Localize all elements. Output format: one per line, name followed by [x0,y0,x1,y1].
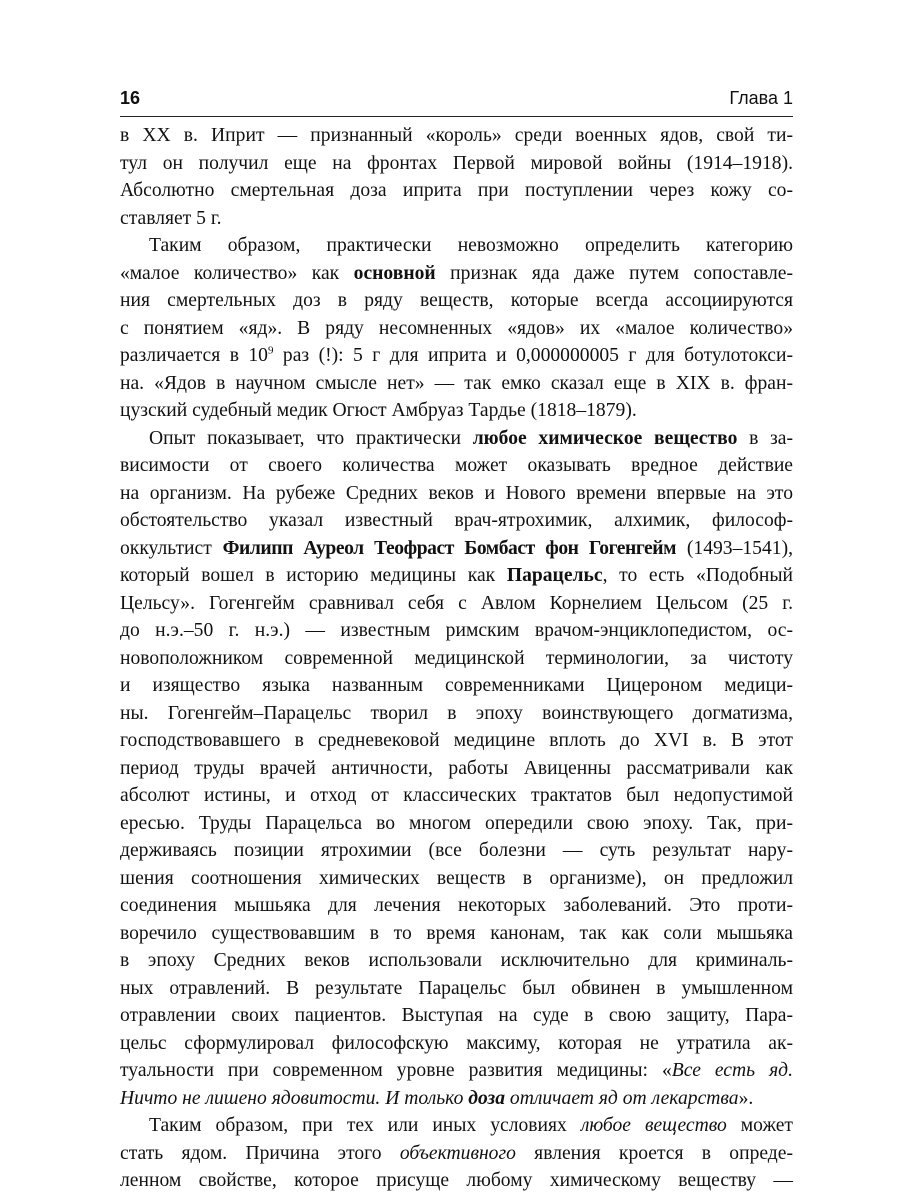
text-line: до н.э.–50 г. н.э.) — известным римским врачом-энциклопедистом, ос- [120,620,793,641]
text-line: шения соотношения химических веществ в организме), он предложил [120,867,793,889]
text-line [120,1085,793,1113]
text-line: ставляет 5 г. [120,207,222,229]
exponent: 9 [267,344,274,357]
text-run: различается в 10 [120,345,268,366]
running-header [120,84,793,114]
text-line: цузский судебный медик Огюст Амбруаз Тардье (1818–1879). [120,400,637,421]
text-line: держиваясь позиции ятрохимии (все болезни — суть результат нару- [120,840,793,861]
text-line: цельс сформулировал философскую максиму, которая не утратила ак- [120,1032,793,1054]
text-line [120,260,793,288]
text-line: ны. Гогенгейм–Парацельс творил в эпоху воинствующего догматизма, [120,702,793,724]
italic-term: объективного [399,1142,516,1164]
bold-italic-term: доза [468,1087,505,1109]
text-run: Опыт показывает, что практически [149,427,473,449]
text-line: на организм. На рубеже Средних веков и Нового времени впервые на это [120,482,793,504]
text-line: в XX в. Иприт — признанный «король» среди военных ядов, свой ти- [120,125,793,146]
text-line [120,562,793,590]
text-run: ». [738,1087,754,1109]
text-line: на. «Ядов в научном смысле нет» — так емко сказал еще в XIX в. фран- [120,372,793,394]
text-run: (1493–1541), [676,537,793,559]
header-rule [120,116,793,117]
text-run: Таким образом, при тех или иных условиях [149,1115,581,1136]
text-line [120,1140,793,1168]
text-run: оккультист [120,537,223,559]
paragraph-2 [120,232,793,425]
text-run: туальности при современном уровне развития медицины: « [120,1060,672,1081]
text-line: отравлении своих пациентов. Выступая на суде в свою защиту, Пара- [120,1005,793,1026]
text-run: который вошел в историю медицины как [120,565,507,586]
text-line: тул он получил еще на фронтах Первой мировой войны (1914–1918). [120,152,793,174]
text-line [120,1057,793,1085]
text-line: Таким образом, практически невозможно определить категорию [149,235,793,256]
text-run: признак яда даже путем сопоставле- [435,262,793,284]
text-line: с понятием «яд». В ряду несомненных «ядов» их «малое количество» [120,317,793,339]
text-line: соединения мышьяка для лечения некоторых заболеваний. Это проти- [120,895,793,916]
text-run: стать ядом. Причина этого [120,1142,400,1164]
text-line: ния смертельных доз в ряду веществ, которые всегда ассоциируются [120,290,793,311]
text-line: период труды врачей античности, работы Авиценны рассматривали как [120,757,793,779]
text-line [120,425,793,453]
italic-quote: Ничто не лишено ядовитости. И только [120,1087,469,1109]
text-line: господствовавшего в средневековой медицине вплоть до XVI в. В этот [120,730,793,751]
text-line: висимости от своего количества может оказывать вредное действие [120,455,793,476]
bold-term: основной [353,262,436,284]
text-run: «малое количество» как [120,262,354,284]
text-line: абсолют истины, и отход от классических трактатов был недопустимой [120,785,793,806]
text-run: раз (!): 5 г для иприта и 0,000000005 г для ботулотокси- [273,345,793,366]
text-run: может [726,1115,793,1136]
text-run: , то есть «Подобный [602,565,793,586]
bold-name: Парацельс [506,565,603,586]
bold-name: Филипп Ауреол Теофраст Бомбаст фон Гогенгейм [222,537,677,559]
text-line [120,342,793,370]
chapter-title: Глава 1 [729,88,793,108]
text-line [120,535,793,563]
text-line: ных отравлений. В результате Парацельс был обвинен в умышленном [120,977,793,999]
text-line: обстоятельство указал известный врач-ятрохимик, алхимик, философ- [120,510,793,531]
text-line: Абсолютно смертельная доза иприта при поступлении через кожу со- [120,180,793,201]
text-line: Цельсу». Гогенгейм сравнивал себя с Авлом Корнелием Цельсом (25 г. [120,592,793,614]
text-line: новоположником современной медицинской терминологии, за чистоту [120,647,793,669]
bold-term: любое химическое вещество [472,427,738,449]
italic-term: любое вещество [580,1115,727,1136]
italic-quote: Все есть яд. [671,1060,793,1081]
body-text [120,122,793,1195]
text-line: воречило существовавшим в то время канонам, так как соли мышьяка [120,922,793,944]
page-number: 16 [120,88,141,108]
paragraph-4 [120,1112,793,1195]
text-line: ленном свойстве, которое присуще любому химическому веществу — [120,1170,793,1191]
text-line: ересью. Труды Парацельса во многом опередили свою эпоху. Так, при- [120,812,793,834]
paragraph-3 [120,425,793,1113]
paragraph-1 [120,122,793,232]
text-run: явления кроется в опреде- [515,1142,793,1164]
text-line: в эпоху Средних веков использовали исключительно для криминаль- [120,950,793,971]
text-line: и изящество языка названным современниками Цицероном медици- [120,675,793,696]
text-run: в за- [737,427,794,449]
italic-quote: отличает яд от лекарства [505,1087,739,1109]
text-line [120,1112,793,1140]
